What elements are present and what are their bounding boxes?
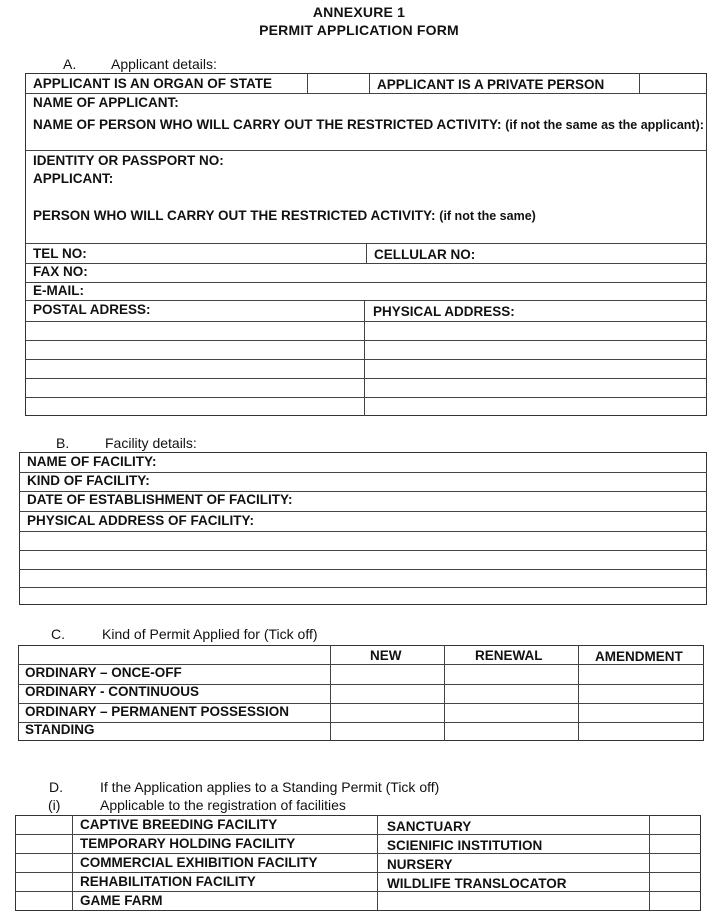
organ-of-state-label: APPLICANT IS AN ORGAN OF STATE xyxy=(33,76,272,91)
tick-cell-wildlife-translocator[interactable] xyxy=(650,873,700,891)
section-b-letter: B. xyxy=(56,435,70,451)
section-c-title: Kind of Permit Applied for (Tick off) xyxy=(102,626,318,642)
person-id-label: PERSON WHO WILL CARRY OUT THE RESTRICTED ACTIVITY: (if not the same) xyxy=(33,208,536,223)
tick-cell-captive-breeding[interactable] xyxy=(16,816,72,834)
section-d-title: If the Application applies to a Standing Permit (Tick off) xyxy=(100,779,440,795)
postal-address-label: POSTAL ADRESS: xyxy=(33,302,151,317)
tick-cell-rehabilitation[interactable] xyxy=(16,873,72,891)
person-carrying-out-label: NAME OF PERSON WHO WILL CARRY OUT THE RESTRICTED ACTIVITY: (if not the same as the applicant): xyxy=(33,117,704,132)
tick-cell-game-farm[interactable] xyxy=(16,892,72,910)
tick-cell-once-off-renewal[interactable] xyxy=(445,665,578,684)
fax-no-label: FAX NO: xyxy=(33,264,88,279)
section-c-letter: C. xyxy=(51,626,65,642)
tick-cell-once-off-new[interactable] xyxy=(331,665,444,684)
name-of-applicant-label: NAME OF APPLICANT: xyxy=(33,95,179,110)
tick-cell-commercial-exhibition[interactable] xyxy=(16,854,72,872)
facility-option-label: COMMERCIAL EXHIBITION FACILITY xyxy=(80,855,318,870)
facility-name-label: NAME OF FACILITY: xyxy=(27,454,157,469)
permit-row-label: ORDINARY - CONTINUOUS xyxy=(25,684,200,699)
column-amendment: AMENDMENT xyxy=(595,649,683,664)
applicant-id-label: APPLICANT: xyxy=(33,171,114,186)
column-renewal: RENEWAL xyxy=(475,648,543,663)
tick-cell-empty[interactable] xyxy=(650,892,700,910)
tick-cell-scientific-institution[interactable] xyxy=(650,835,700,853)
tick-cell-temporary-holding[interactable] xyxy=(16,835,72,853)
facility-date-label: DATE OF ESTABLISHMENT OF FACILITY: xyxy=(27,492,293,507)
permit-row-label: ORDINARY – ONCE-OFF xyxy=(25,665,182,680)
tick-cell-sanctuary[interactable] xyxy=(650,816,700,834)
permit-row-label: STANDING xyxy=(25,722,95,737)
facility-address-label: PHYSICAL ADDRESS OF FACILITY: xyxy=(27,513,255,528)
section-a-letter: A. xyxy=(63,56,77,72)
tick-cell-continuous-amendment[interactable] xyxy=(579,685,703,703)
facility-option-label: REHABILITATION FACILITY xyxy=(80,874,256,889)
tel-no-label: TEL NO: xyxy=(33,246,87,261)
tick-cell-permanent-new[interactable] xyxy=(331,704,444,722)
tick-cell-standing-renewal[interactable] xyxy=(445,723,578,740)
tick-cell-continuous-renewal[interactable] xyxy=(445,685,578,703)
private-person-tick-box[interactable] xyxy=(640,74,706,93)
email-label: E-MAIL: xyxy=(33,283,84,298)
column-new: NEW xyxy=(370,648,402,663)
permit-row-label: ORDINARY – PERMANENT POSSESSION xyxy=(25,704,290,719)
form-title: PERMIT APPLICATION FORM xyxy=(259,22,459,38)
facility-option-label: SCIENIFIC INSTITUTION xyxy=(387,838,543,853)
organ-of-state-tick-box[interactable] xyxy=(308,74,369,93)
tick-cell-nursery[interactable] xyxy=(650,854,700,872)
facility-option-label: SANCTUARY xyxy=(387,819,472,834)
private-person-label: APPLICANT IS A PRIVATE PERSON xyxy=(377,77,605,92)
tick-cell-permanent-renewal[interactable] xyxy=(445,704,578,722)
tick-cell-permanent-amendment[interactable] xyxy=(579,704,703,722)
facility-kind-label: KIND OF FACILITY: xyxy=(27,473,150,488)
section-b-title: Facility details: xyxy=(105,435,197,451)
section-d-sub-letter: (i) xyxy=(48,797,61,813)
facility-option-label: CAPTIVE BREEDING FACILITY xyxy=(80,817,278,832)
section-d-sub-title: Applicable to the registration of facilities xyxy=(100,797,346,813)
section-a-title: Applicant details: xyxy=(111,56,217,72)
facility-option-label: WILDLIFE TRANSLOCATOR xyxy=(387,876,567,891)
tick-cell-standing-amendment[interactable] xyxy=(579,723,703,740)
identity-no-label: IDENTITY OR PASSPORT NO: xyxy=(33,153,224,168)
section-d-letter: D. xyxy=(49,779,63,795)
facility-option-label: NURSERY xyxy=(387,857,453,872)
facility-option-label: TEMPORARY HOLDING FACILITY xyxy=(80,836,296,851)
annexure-heading: ANNEXURE 1 xyxy=(312,4,406,20)
tick-cell-standing-new[interactable] xyxy=(331,723,444,740)
physical-address-label: PHYSICAL ADDRESS: xyxy=(373,304,515,319)
cellular-no-label: CELLULAR NO: xyxy=(374,247,476,262)
tick-cell-once-off-amendment[interactable] xyxy=(579,665,703,684)
tick-cell-continuous-new[interactable] xyxy=(331,685,444,703)
facility-option-label: GAME FARM xyxy=(80,893,163,908)
